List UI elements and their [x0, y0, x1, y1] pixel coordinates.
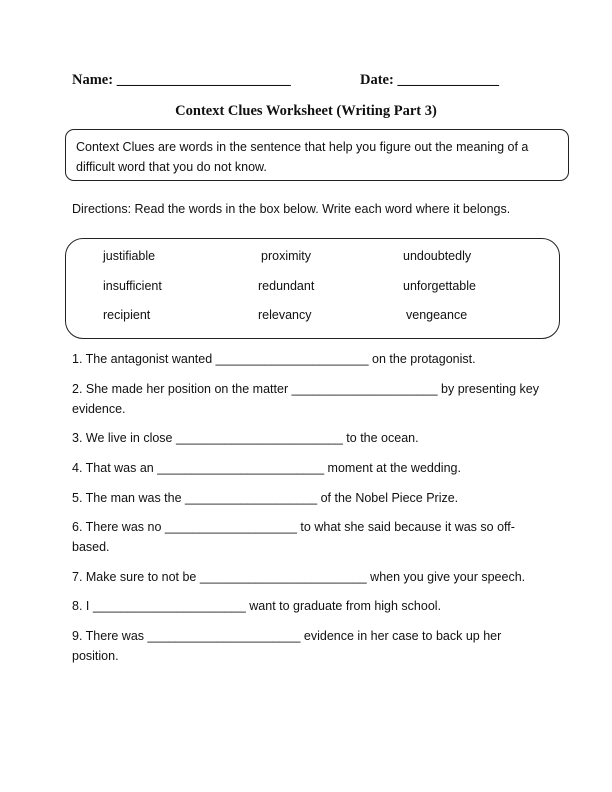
- definition-text: Context Clues are words in the sentence that help you figure out the meaning of a difficult word that you do not know.: [76, 140, 529, 174]
- word-bank-item: unforgettable: [403, 279, 476, 293]
- word-bank-item: redundant: [258, 279, 315, 293]
- word-bank-item: proximity: [261, 249, 312, 263]
- sentence-item: 6. There was no ___________________ to what she said because it was so off-based.: [72, 520, 515, 554]
- name-field-label: Name: ________________________: [72, 72, 291, 88]
- word-bank-item: relevancy: [258, 308, 312, 322]
- word-bank-item: justifiable: [103, 249, 156, 263]
- word-bank-item: vengeance: [406, 308, 468, 322]
- word-bank-item: recipient: [103, 308, 151, 322]
- sentence-item: 9. There was ______________________ evidence in her case to back up her position.: [72, 629, 502, 663]
- sentence-item: 3. We live in close ________________________ to the ocean.: [72, 431, 419, 445]
- page-title: Context Clues Worksheet (Writing Part 3): [175, 103, 437, 119]
- sentence-item: 8. I ______________________ want to graduate from high school.: [72, 599, 442, 613]
- sentence-item: 2. She made her position on the matter _____________________ by presenting key evidence.: [72, 382, 540, 416]
- word-bank-item: undoubtedly: [403, 249, 472, 263]
- word-bank-box: [65, 238, 560, 339]
- date-field-label: Date: ______________: [360, 72, 499, 88]
- word-bank-item: insufficient: [103, 279, 162, 293]
- sentence-item: 5. The man was the ___________________ of the Nobel Piece Prize.: [72, 491, 459, 505]
- definition-box: [65, 129, 569, 181]
- directions-text: Directions: Read the words in the box below. Write each word where it belongs.: [72, 202, 511, 216]
- sentence-item: 1. The antagonist wanted ______________________ on the protagonist.: [72, 352, 476, 366]
- sentence-item: 7. Make sure to not be ________________________ when you give your speech.: [72, 570, 526, 584]
- sentence-item: 4. That was an ________________________ moment at the wedding.: [72, 461, 461, 475]
